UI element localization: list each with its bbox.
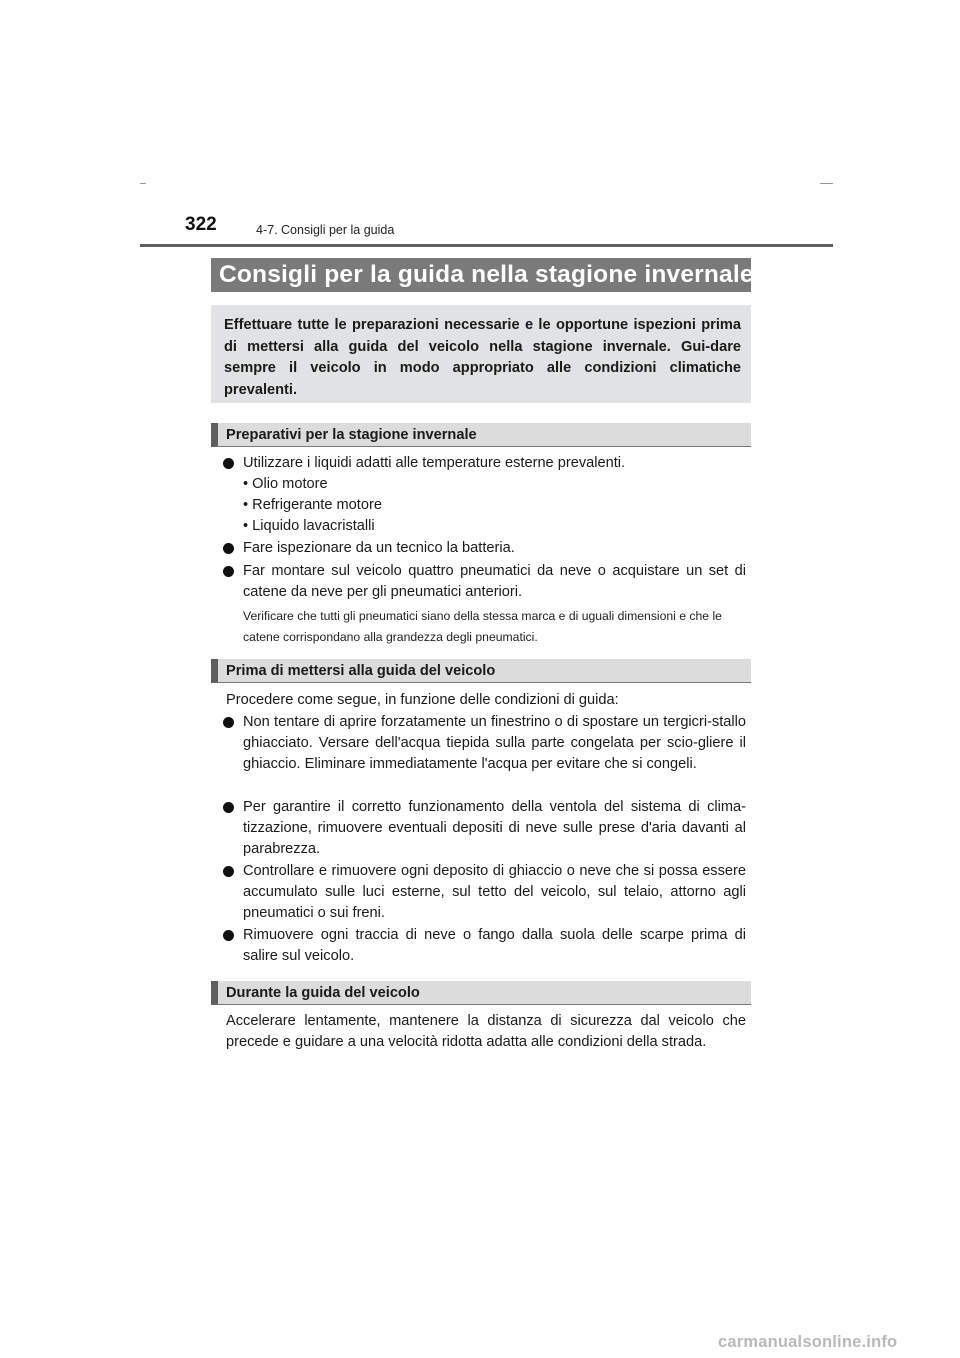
bullet-icon	[223, 566, 234, 577]
bullet-icon	[223, 458, 234, 469]
list-item-text: Controllare e rimuovere ogni deposito di ghiaccio o neve che si possa essere accumulato sulle luci esterne, sul tetto del veicolo, sul telaio, attorno agli pneumatici o sui freni.	[243, 863, 746, 921]
list-item-text: Rimuovere ogni traccia di neve o fango dalla suola delle scarpe prima di salire sul veicolo.	[243, 927, 746, 964]
list-item	[223, 712, 746, 775]
list-item-text: Utilizzare i liquidi adatti alle temperature esterne prevalenti.	[243, 455, 626, 471]
header-divider	[140, 244, 833, 247]
sub-list-item: • Olio motore	[243, 476, 328, 492]
list-item	[223, 538, 746, 559]
list-item	[223, 925, 746, 967]
list-item-text: Per garantire il corretto funzionamento della ventola del sistema di clima-tizzazione, rimuovere eventuali depositi di neve sulle prese d'aria davanti al parabrezza.	[243, 799, 746, 857]
watermark-text: carmanualsonline.info	[718, 1333, 898, 1351]
list-item	[223, 861, 746, 924]
note-text: Verificare che tutti gli pneumatici siano della stessa marca e di uguali dimensioni e che le catene corrispondano alla grandezza degli pneumatici.	[243, 609, 722, 644]
bullet-icon	[223, 930, 234, 941]
bullet-icon	[223, 543, 234, 554]
bullet-icon	[223, 802, 234, 813]
page-number: 322	[185, 214, 217, 235]
chapter-label: 4-7. Consigli per la guida	[256, 223, 395, 237]
crop-mark-right	[820, 183, 833, 184]
bullet-icon	[223, 717, 234, 728]
list-item-text: Non tentare di aprire forzatamente un finestrino o di spostare un tergicri-stallo ghiacciato. Versare dell'acqua tiepida sulla parte congelata per scio-gliere il ghiaccio. Eliminare immediatamente l'acqua per evitare che si congeli.	[243, 714, 746, 772]
section-intro-text: Procedere come segue, in funzione delle condizioni di guida:	[226, 692, 619, 708]
list-item-text: Fare ispezionare da un tecnico la batteria.	[243, 540, 515, 556]
sub-list-item: • Liquido lavacristalli	[243, 518, 375, 534]
sub-list-item: • Refrigerante motore	[243, 497, 382, 513]
list-item-text: Far montare sul veicolo quattro pneumatici da neve o acquistare un set di catene da neve per gli pneumatici anteriori.	[243, 563, 746, 600]
page-title: Consigli per la guida nella stagione invernale	[211, 258, 751, 292]
section-heading-before-driving: Prima di mettersi alla guida del veicolo	[211, 659, 751, 683]
bullet-icon	[223, 866, 234, 877]
crop-mark-left	[140, 183, 146, 184]
section-heading-preparations: Preparativi per la stagione invernale	[211, 423, 751, 447]
list-item	[223, 561, 746, 603]
section-body-text: Accelerare lentamente, mantenere la distanza di sicurezza dal veicolo che precede e guidare a una velocità ridotta adatta alle condizioni della strada.	[226, 1013, 746, 1050]
intro-box: Effettuare tutte le preparazioni necessarie e le opportune ispezioni prima di mettersi alla guida del veicolo nella stagione invernale. Gui-dare sempre il veicolo in modo appropriato alle condizioni climatiche prevalenti.	[211, 305, 751, 403]
list-item	[223, 797, 746, 860]
section-heading-while-driving: Durante la guida del veicolo	[211, 981, 751, 1005]
page-header	[185, 214, 835, 244]
list-item	[223, 453, 746, 474]
